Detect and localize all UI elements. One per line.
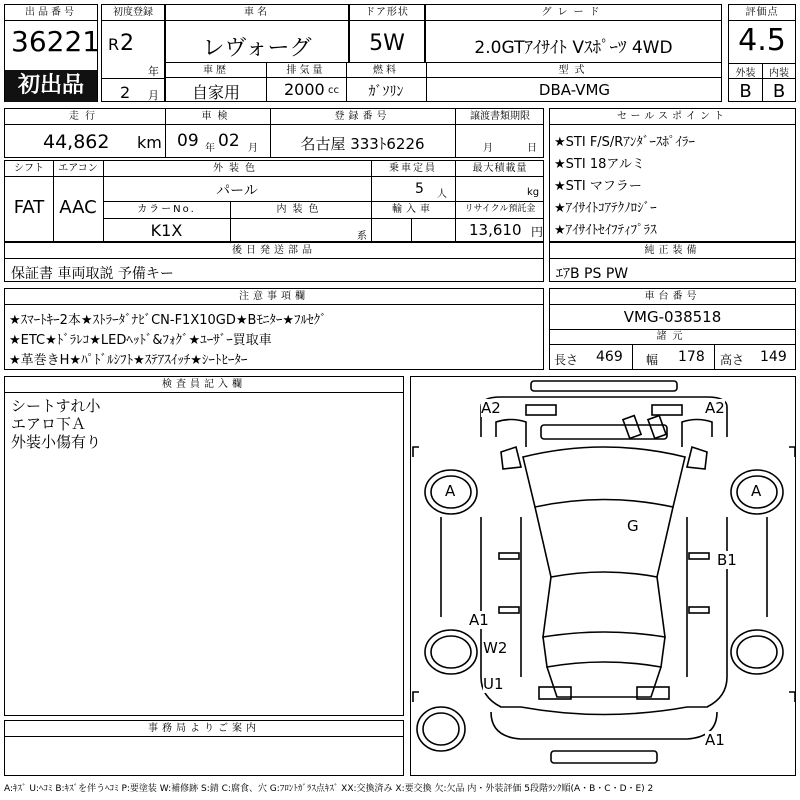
capacity-unit: 人 <box>437 189 447 200</box>
color-no-label: カラーNo. <box>137 204 196 215</box>
spec-row <box>4 160 544 242</box>
later-parts-label: 後日発送部品 <box>5 243 543 259</box>
car-name: レヴォーグ <box>202 36 312 61</box>
damage-mark: A2 <box>481 399 501 417</box>
color-no: K1X <box>150 221 183 240</box>
recycle-amount: 13,610 <box>469 221 522 239</box>
ac-type: AAC <box>59 197 97 218</box>
sales-point-item: ★STI マフラー <box>554 179 642 194</box>
lot-number: 36221 <box>11 25 101 58</box>
ext-color: パール <box>216 183 258 199</box>
transfer-label: 譲渡書類期限 <box>470 111 530 122</box>
chassis-label: 車台番号 <box>550 289 795 305</box>
transfer-day: 日 <box>527 143 537 154</box>
sales-point-item: ★ｱｲｻｲﾄｺｱﾃｸﾉﾛｼﾞｰ <box>554 201 657 216</box>
damage-mark: A1 <box>469 611 489 629</box>
inspection-month-unit: 月 <box>248 143 258 154</box>
door-label: ドア形状 <box>350 5 424 21</box>
inspector-label: 検査員記入欄 <box>5 377 403 393</box>
inspection-month: 02 <box>218 131 240 151</box>
door-type: 5W <box>369 31 405 56</box>
max-load-unit: kg <box>527 187 540 198</box>
history: 自家用 <box>191 83 240 102</box>
damage-mark: U1 <box>483 675 504 693</box>
damage-mark: B1 <box>717 551 737 569</box>
history-row <box>165 62 722 102</box>
fuel: ｶﾞｿﾘﾝ <box>368 84 404 100</box>
genuine-equipment-box <box>549 242 796 282</box>
car-outline <box>411 377 797 777</box>
height-label: 高さ <box>720 353 745 367</box>
first-registration-box <box>101 4 165 102</box>
shift-label: シフト <box>14 163 44 174</box>
width-label: 幅 <box>646 353 659 367</box>
transfer-month: 月 <box>483 143 493 154</box>
first-reg-label: 初度登録 <box>102 5 164 21</box>
inspection-label: 車検 <box>201 111 234 122</box>
office-box <box>4 720 404 776</box>
first-reg-era: R <box>108 35 120 54</box>
notes-box <box>4 288 544 370</box>
damage-mark: A <box>751 482 762 500</box>
damage-mark: G <box>627 517 639 535</box>
ac-label: エアコン <box>58 163 98 174</box>
max-load-label: 最大積載量 <box>472 163 528 174</box>
year-unit: 年 <box>148 65 159 78</box>
length-label: 長さ <box>554 353 579 367</box>
length: 469 <box>596 349 623 365</box>
first-reg-month: 2 <box>120 83 131 102</box>
history-label: 車歴 <box>203 65 229 76</box>
score: 4.5 <box>738 23 786 58</box>
damage-mark: W2 <box>483 639 508 657</box>
later-parts-box <box>4 242 544 282</box>
month-unit: 月 <box>148 89 159 102</box>
exterior-label: 外装 <box>735 68 756 79</box>
note-line: ★革巻きH★ﾊﾟﾄﾞﾙｼﾌﾄ★ｽﾃｱｽｲｯﾁ★ｼｰﾄﾋｰﾀｰ <box>9 353 248 368</box>
ext-color-label: 外装色 <box>213 163 261 174</box>
registration-number: 名古屋 333ﾄ6226 <box>300 135 425 153</box>
chassis-number: VMG-038518 <box>623 308 722 326</box>
displacement-unit: cc <box>328 85 339 96</box>
int-color-unit: 系 <box>357 231 367 242</box>
fuel-label: 燃料 <box>373 65 399 76</box>
lot-number-box <box>4 4 101 102</box>
legend: A:ｷｽﾞ U:ﾍｺﾐ B:ｷｽﾞを伴うﾍｺﾐ P:要塗装 W:補修跡 S:錆 C:腐食、穴 G:ﾌﾛﾝﾄｶﾞﾗｽ点ｷｽﾞ XX:交換済み X:要交換 欠:欠品 内・外装評価 5段階ﾗﾝｸ順(A・B・C・D・E) 2 <box>4 784 654 794</box>
recycle-unit: 円 <box>531 225 544 239</box>
mileage-row <box>4 108 544 158</box>
inspector-box <box>4 376 404 716</box>
genuine-label: 純正装備 <box>550 243 795 259</box>
damage-mark: A1 <box>705 731 725 749</box>
score-label: 評価点 <box>729 5 795 21</box>
lot-number-label: 出品番号 <box>5 5 97 21</box>
genuine-equipment: ｴｱB PS PW <box>556 266 629 282</box>
inspector-line: 外装小傷有り <box>11 433 102 451</box>
displacement-label: 排気量 <box>286 65 326 76</box>
model-label: 型式 <box>558 65 591 76</box>
height: 149 <box>760 349 787 365</box>
mileage: 44,862 <box>43 131 110 153</box>
import-label: 輸入車 <box>392 204 434 215</box>
grade-label: グレード <box>426 5 721 21</box>
sales-point-item: ★STI 18アルミ <box>554 157 645 172</box>
width: 178 <box>678 349 705 365</box>
model: DBA-VMG <box>538 81 611 99</box>
score-box <box>728 4 796 102</box>
capacity-label: 乗車定員 <box>389 163 437 174</box>
office-label: 事務局よりご案内 <box>5 721 403 737</box>
inspection-year: 09 <box>177 131 199 151</box>
reg-num-label: 登録番号 <box>334 111 391 122</box>
car-name-label: 車名 <box>166 5 348 21</box>
notes-label: 注意事項欄 <box>5 289 543 305</box>
recycle-label: リサイクル預託金 <box>464 204 536 214</box>
first-listing-badge: 初出品 <box>5 70 97 102</box>
sales-points-box <box>549 108 796 242</box>
mileage-label: 走行 <box>69 111 101 122</box>
int-color-label: 内装色 <box>276 204 325 215</box>
car-diagram <box>410 376 796 776</box>
mileage-unit: km <box>137 133 162 152</box>
inspector-line: エアロ下Ａ <box>11 415 87 433</box>
sales-point-item: ★ｱｲｻｲﾄｾｲﾌﾃｨﾌﾟﾗｽ <box>554 223 657 238</box>
sales-point-item: ★STI F/S/Rｱﾝﾀﾞｰｽﾎﾟｲﾗｰ <box>554 135 695 150</box>
first-reg-year: 2 <box>120 31 134 56</box>
inspection-year-unit: 年 <box>205 143 215 154</box>
exterior-grade: B <box>739 81 752 102</box>
dims-label: 諸元 <box>656 331 689 342</box>
note-line: ★ETC★ﾄﾞﾗﾚｺ★LEDﾍｯﾄﾞ&ﾌｫｸﾞ★ﾕｰｻﾞｰ買取車 <box>9 333 272 348</box>
grade: 2.0GTｱｲｻｲﾄ Vｽﾎﾟｰﾂ 4WD <box>474 38 673 58</box>
damage-mark: A <box>445 482 456 500</box>
shift: FAT <box>13 197 45 218</box>
sales-points-label: セールスポイント <box>550 109 795 125</box>
interior-label: 内装 <box>769 68 789 79</box>
note-line: ★ｽﾏｰﾄｷｰ2本★ｽﾄﾗｰﾀﾞﾅﾋﾞCN-F1X10GD★Bﾓﾆﾀｰ★ﾌﾙｾｸﾞ <box>9 313 327 328</box>
interior-grade: B <box>772 81 786 102</box>
displacement: 2000 <box>284 80 325 99</box>
inspector-line: シートすれ小 <box>11 397 101 415</box>
capacity: 5 <box>415 181 424 197</box>
chassis-box <box>549 288 796 370</box>
damage-mark: A2 <box>705 399 725 417</box>
later-parts: 保証書 車両取説 予備キー <box>11 266 174 282</box>
